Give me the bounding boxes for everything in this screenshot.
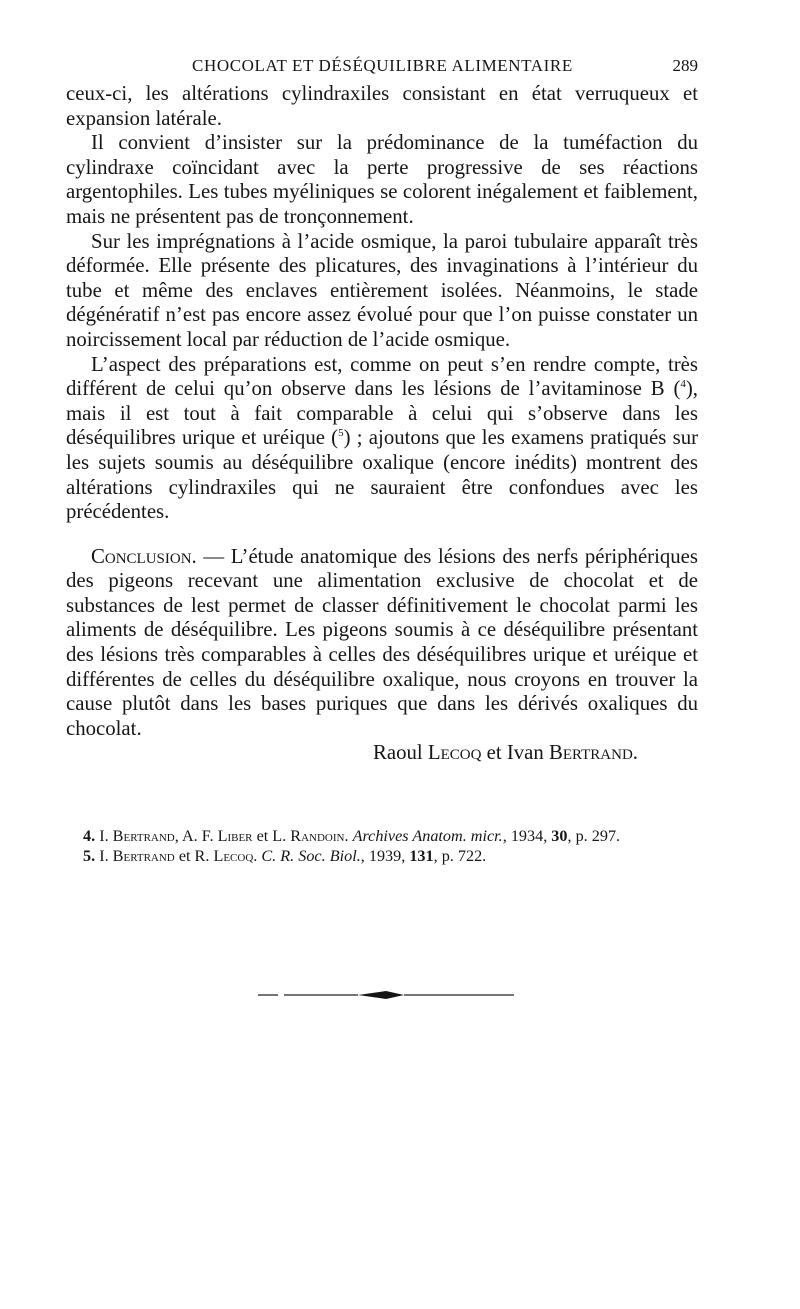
footnote-number: 4. xyxy=(83,827,96,845)
footnote-volume: 30 xyxy=(551,827,568,845)
footnote-ref-5: 5 xyxy=(338,427,344,440)
author-2-first-name: Ivan xyxy=(506,741,544,765)
footnote-punctuation: . xyxy=(253,847,262,865)
footnote-author-separator: et R. xyxy=(174,847,214,865)
paragraph-comparison-part-1: L’aspect des préparations est, comme on peut s’en rendre compte, très différent de celui qu’on observe dans les lésions de l’avitaminose B ( xyxy=(66,352,698,401)
page-number: 289 xyxy=(672,56,698,75)
author-1-surname: Lecoq xyxy=(427,741,482,765)
conclusion-paragraph xyxy=(66,545,698,742)
paragraph-osmium: Sur les imprégnations à l’acide osmique, la paroi tubulaire apparaît très déformée. Elle présente des plicatures, des invaginations à l’intérieur du tube et même des enclaves entièrement isolées. Néanmoins, le stade dégénératif n’est pas encore assez évolué pour que l’on puisse constater un noircissement local par réduction de l’acide osmique. xyxy=(66,229,698,351)
paragraph-comparison-part-3: ) ; ajoutons que les examens pratiqués sur les sujets soumis au déséquilibre oxalique (encore inédits) montrent des altérations cylindraxiles qui ne sauraient être confondues avec les précédentes. xyxy=(66,426,699,524)
footnote-author-surname: Randoin xyxy=(290,827,345,845)
footnotes xyxy=(66,826,698,866)
footnote-journal: Archives Anatom. micr. xyxy=(352,827,503,845)
footnote-author-surname: Bertrand xyxy=(112,847,175,865)
footnote-author-surname: Lecoq xyxy=(213,847,254,865)
footnote-author-initial: I. xyxy=(99,827,113,845)
footnote-pages: , p. 297. xyxy=(567,827,621,845)
paragraph-continuation: ceux-ci, les altérations cylindraxiles consistant en état verruqueux et expansion latérale. xyxy=(66,82,698,130)
signature-conjunction: et xyxy=(486,741,502,765)
footnote-author-separator: , A. F. xyxy=(174,827,218,845)
footnote-author-initial: I. xyxy=(99,847,113,865)
footnote-pages: , p. 722. xyxy=(433,847,487,865)
paragraph-cylindraxe: Il convient d’insister sur la prédominance de la tuméfaction du cylindraxe coïncidant avec la perte progressive de ses réactions argentophiles. Les tubes myéliniques se colorent inégalement et faiblement, mais ne présentent pas de tronçonnement. xyxy=(66,131,698,228)
footnote-5 xyxy=(66,846,698,866)
footnote-year: , 1934, xyxy=(502,827,552,845)
footnote-author-separator: et L. xyxy=(252,827,291,845)
footnote-author-surname: Bertrand xyxy=(112,827,175,845)
footnote-4 xyxy=(66,826,698,846)
footnote-punctuation: . xyxy=(344,827,353,845)
footnote-author-surname: Liber xyxy=(217,827,253,845)
footnote-number: 5. xyxy=(83,847,96,865)
footnote-year: , 1939, xyxy=(360,847,410,865)
paragraph-comparison-part-2: ), mais il est tout à fait comparable à celui qui s’observe dans les déséquilibres urique et uréique ( xyxy=(66,377,698,450)
running-head xyxy=(66,56,698,82)
author-signature xyxy=(66,741,698,766)
footnote-ref-4: 4 xyxy=(680,378,686,391)
body-text xyxy=(66,82,698,766)
conclusion-label: Conclusion. xyxy=(91,544,197,568)
footnote-journal: C. R. Soc. Biol. xyxy=(261,847,361,865)
author-1-first-name: Raoul xyxy=(372,741,423,765)
paragraph-comparison xyxy=(66,353,698,525)
running-title: CHOCOLAT ET DÉSÉQUILIBRE ALIMENTAIRE xyxy=(192,56,573,75)
end-ornament xyxy=(258,985,514,1005)
author-2-surname: Bertrand. xyxy=(548,741,638,765)
footnote-volume: 131 xyxy=(409,847,434,865)
conclusion-text: — L’étude anatomique des lésions des nerfs périphériques des pigeons recevant une alimentation exclusive de chocolat et de substances de lest permet de classer définitivement le chocolat parmi les aliments de déséquilibre. Les pigeons soumis à ce déséquilibre présentant des lésions très comparables à celles des déséquilibres urique et uréique et différentes de celles du déséquilibre oxalique, nous croyons en trouver la cause plutôt dans les bases puriques que dans les dérivés oxaliques du chocolat. xyxy=(66,544,698,740)
